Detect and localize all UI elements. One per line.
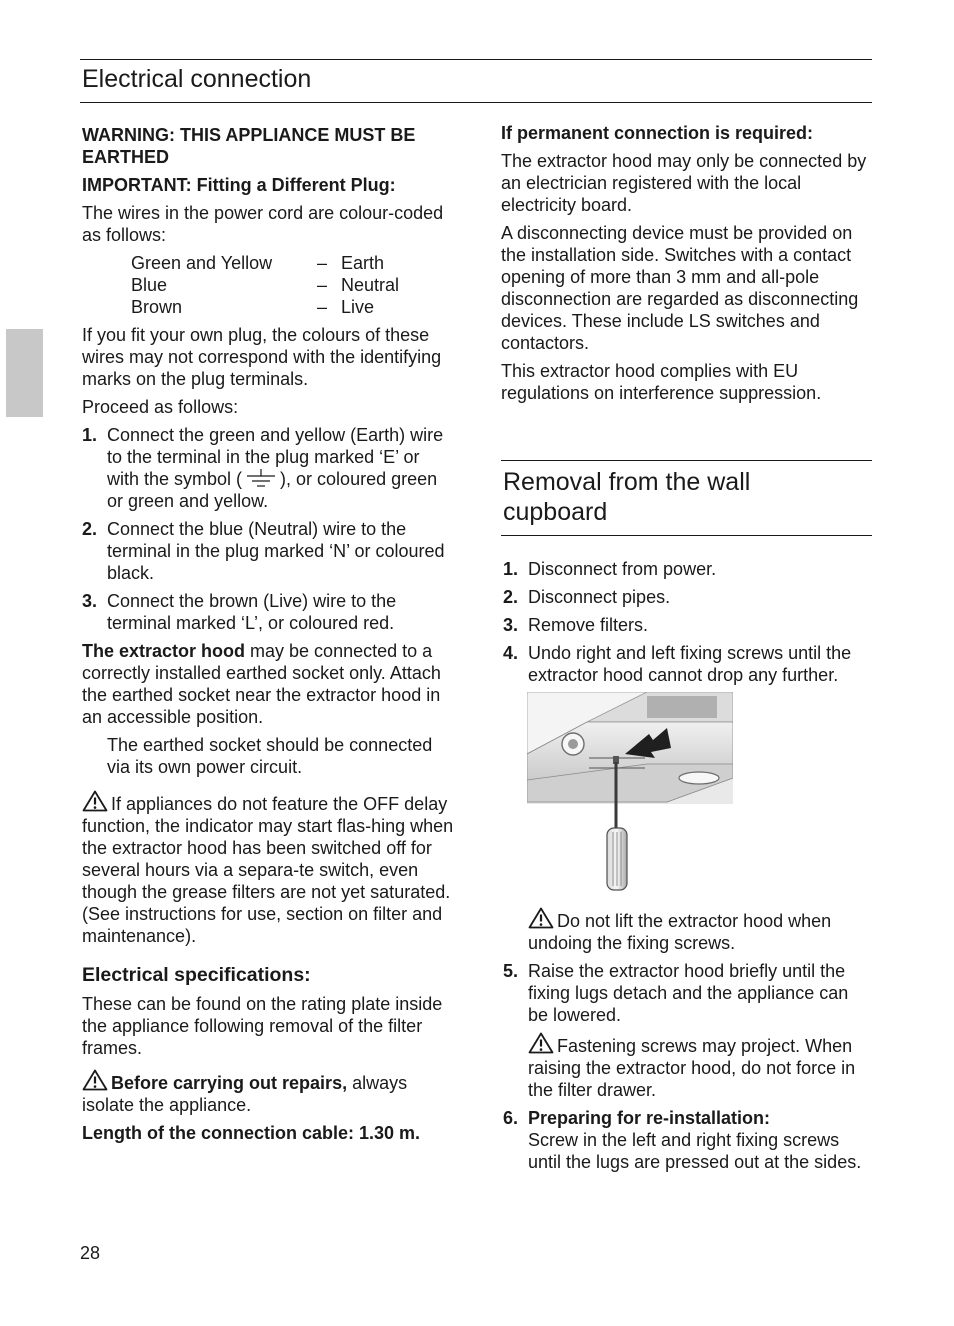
step-number: 2.	[82, 519, 98, 539]
removal-steps-list	[503, 558, 873, 686]
screwdriver-illustration	[527, 692, 733, 892]
wire-dash: –	[317, 297, 328, 317]
list-item	[503, 642, 873, 686]
own-plug-text: If you fit your own plug, the colours of these wires may not correspond with the identifying marks on the plug terminals.	[82, 325, 442, 389]
list-item	[503, 614, 873, 636]
wire-colour: Brown	[131, 297, 183, 317]
warning-heading: WARNING: THIS APPLIANCE MUST BE EARTHED	[82, 125, 416, 167]
lift-warning-text: Do not lift the extractor hood when undoing the fixing screws.	[528, 911, 832, 953]
permanent-text: The extractor hood may only be connected by an electrician registered with the local electricity board.	[501, 151, 867, 215]
step-number: 5.	[503, 961, 519, 981]
step-bold: Preparing for re-installation:	[528, 1108, 771, 1128]
list-item	[503, 960, 873, 1101]
off-delay-warning	[82, 790, 454, 903]
cable-length: Length of the connection cable: 1.30 m.	[82, 1123, 421, 1143]
step-number: 6.	[503, 1108, 519, 1128]
left-column	[82, 124, 454, 1150]
section-rule-bottom	[501, 535, 872, 536]
socket-note: The earthed socket should be connected via its own power circuit.	[107, 735, 433, 777]
hood-bold: The extractor hood	[82, 641, 246, 661]
section-rule-top	[501, 460, 872, 461]
list-item	[82, 518, 454, 584]
side-tab-marker	[6, 329, 43, 417]
right-column-top	[501, 122, 873, 410]
lift-warning	[503, 907, 873, 954]
removal-title: Removal from the wall cupboard	[503, 468, 751, 526]
wire-dash: –	[317, 253, 328, 273]
wire-colour: Blue	[131, 275, 168, 295]
wire-role: Earth	[341, 253, 385, 273]
permanent-heading: If permanent connection is required:	[501, 123, 814, 143]
screws-warning-text: Fastening screws may project. When raising the extractor hood, do not force in the filter drawer.	[528, 1036, 856, 1100]
wire-role: Live	[341, 297, 375, 317]
spec-text: These can be found on the rating plate inside the appliance following removal of the filter frames.	[82, 994, 443, 1058]
wire-colour: Green and Yellow	[131, 253, 273, 273]
repairs-bold: Before carrying out repairs,	[111, 1073, 348, 1093]
step-number: 1.	[503, 559, 519, 579]
disconnect-text: A disconnecting device must be provided on the installation side. Switches with a contact opening of more than 3 mm and all-pole disconnection are regarded as disconnecting devices. These include LS switches and contactors.	[501, 223, 859, 353]
step-number: 2.	[503, 587, 519, 607]
removal-steps-list-continued	[503, 960, 873, 1173]
step-text: Disconnect pipes.	[528, 587, 671, 607]
repairs-warning	[82, 1069, 454, 1116]
off-delay-reference: (See instructions for use, section on filter and maintenance).	[82, 904, 443, 946]
step-number: 3.	[503, 615, 519, 635]
page-title: Electrical connection	[82, 65, 312, 93]
wire-dash: –	[317, 275, 328, 295]
list-item	[503, 586, 873, 608]
proceed-text: Proceed as follows:	[82, 397, 239, 417]
important-heading: IMPORTANT: Fitting a Different Plug:	[82, 175, 396, 195]
hood-text: may be connected to a correctly installed earthed socket only. Attach the earthed socket near the extractor hood in an accessible position.	[82, 641, 441, 727]
wire-colour-table	[131, 252, 454, 318]
list-item	[82, 590, 454, 634]
list-item	[82, 424, 454, 512]
spec-heading: Electrical specifications:	[82, 964, 311, 986]
step-text: Undo right and left fixing screws until the extractor hood cannot drop any further.	[528, 643, 852, 685]
list-item	[503, 1107, 873, 1173]
step-text: ), or coloured green or green and yellow.	[107, 469, 438, 511]
step-number: 3.	[82, 591, 98, 611]
warning-triangle-icon	[528, 907, 554, 929]
right-column-bottom	[503, 558, 873, 1179]
step-text: Remove filters.	[528, 615, 649, 635]
step-text: Disconnect from power.	[528, 559, 717, 579]
page-number: 28	[80, 1243, 101, 1263]
plug-steps-list	[82, 424, 454, 634]
earth-symbol-icon	[244, 469, 278, 489]
warning-triangle-icon	[528, 1032, 554, 1054]
title-underline	[80, 102, 872, 103]
step-text: Connect the green and yellow (Earth) wire to the terminal in the plug marked ‘E’ or with the symbol (	[107, 425, 444, 489]
eu-text: This extractor hood complies with EU regulations on interference suppression.	[501, 361, 822, 403]
step-text: Connect the blue (Neutral) wire to the terminal in the plug marked ‘N’ or coloured black.	[107, 519, 445, 583]
off-delay-text: If appliances do not feature the OFF delay function, the indicator may start flas-hing when the extractor hood has been switched off for several hours via a separa-te switch, even though the grease filters are not yet saturated.	[82, 794, 454, 902]
repairs-text: always isolate the appliance.	[82, 1073, 408, 1115]
list-item	[503, 558, 873, 580]
wires-intro: The wires in the power cord are colour-coded as follows:	[82, 203, 444, 245]
fixing-screw-illustration	[527, 692, 873, 897]
step-number: 1.	[82, 425, 98, 445]
step-text: Screw in the left and right fixing screws until the lugs are pressed out at the sides.	[528, 1130, 862, 1172]
screws-warning	[528, 1032, 873, 1101]
hood-paragraph	[82, 640, 454, 728]
top-rule	[80, 59, 872, 60]
warning-triangle-icon	[82, 790, 108, 812]
step-text: Connect the brown (Live) wire to the terminal marked ‘L’, or coloured red.	[107, 591, 397, 633]
step-text: Raise the extractor hood briefly until the fixing lugs detach and the appliance can be lowered.	[528, 961, 849, 1025]
warning-triangle-icon	[82, 1069, 108, 1091]
step-number: 4.	[503, 643, 519, 663]
wire-role: Neutral	[341, 275, 400, 295]
